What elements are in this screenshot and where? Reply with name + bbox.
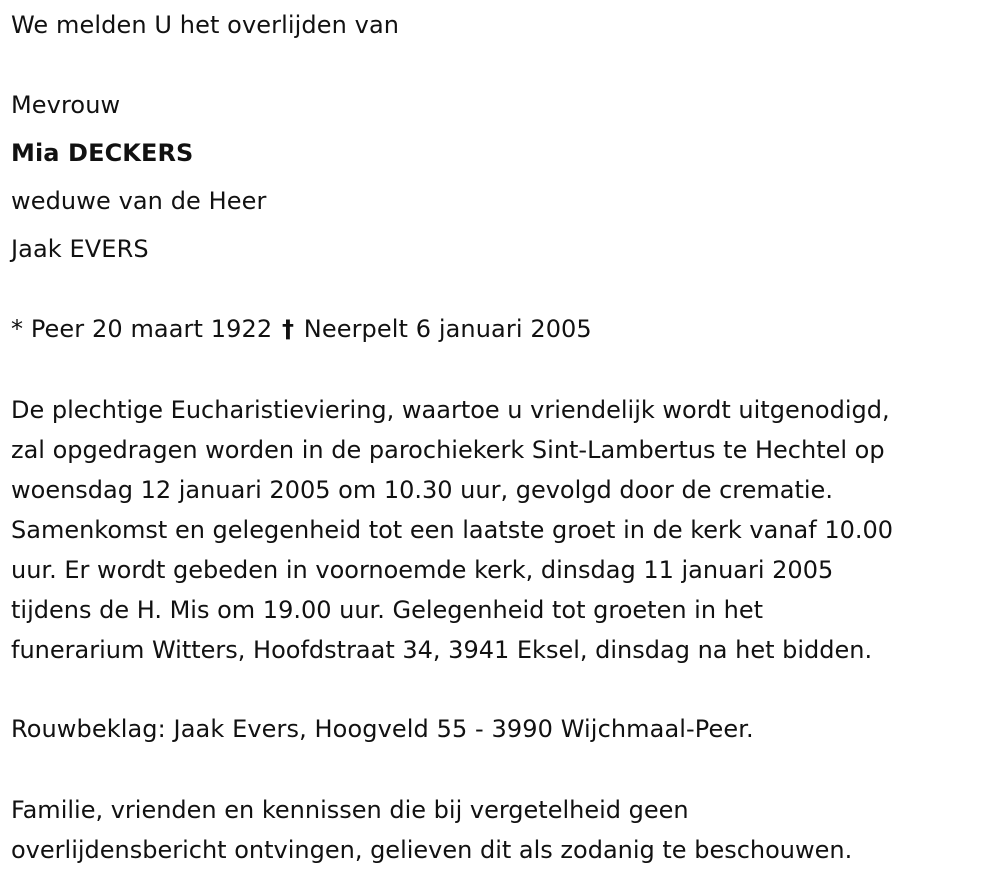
relation-text: weduwe van de Heer	[11, 187, 267, 215]
ceremony-line: uur. Er wordt gebeden in voornoemde kerk, dinsdag 11 januari 2005	[11, 556, 834, 584]
ceremony-line: funerarium Witters, Hoofdstraat 34, 3941 Eksel, dinsdag na het bidden.	[11, 636, 873, 664]
cross-icon: †	[281, 315, 295, 343]
closing-paragraph	[11, 790, 852, 870]
intro-text: We melden U het overlijden van	[11, 11, 400, 39]
death-info: Neerpelt 6 januari 2005	[303, 315, 592, 343]
ceremony-line: De plechtige Eucharistieviering, waartoe u vriendelijk wordt uitgenodigd,	[11, 396, 890, 424]
deceased-name: Mia DECKERS	[11, 139, 194, 167]
ceremony-line: woensdag 12 januari 2005 om 10.30 uur, gevolgd door de crematie.	[11, 476, 833, 504]
birth-info: * Peer 20 maart 1922	[11, 315, 273, 343]
closing-line: overlijdensbericht ontvingen, gelieven dit als zodanig te beschouwen.	[11, 836, 853, 864]
ceremony-line: zal opgedragen worden in de parochiekerk Sint-Lambertus te Hechtel op	[11, 436, 885, 464]
ceremony-line: Samenkomst en gelegenheid tot een laatste groet in de kerk vanaf 10.00	[11, 516, 894, 544]
salutation: Mevrouw	[11, 91, 121, 119]
ceremony-paragraph	[11, 390, 893, 670]
closing-line: Familie, vrienden en kennissen die bij vergetelheid geen	[11, 796, 689, 824]
dates-line	[11, 314, 592, 344]
ceremony-line: tijdens de H. Mis om 19.00 uur. Gelegenheid tot groeten in het	[11, 596, 764, 624]
spouse-name: Jaak EVERS	[11, 235, 149, 263]
mourning-address: Rouwbeklag: Jaak Evers, Hoogveld 55 - 3990 Wijchmaal-Peer.	[11, 715, 754, 743]
